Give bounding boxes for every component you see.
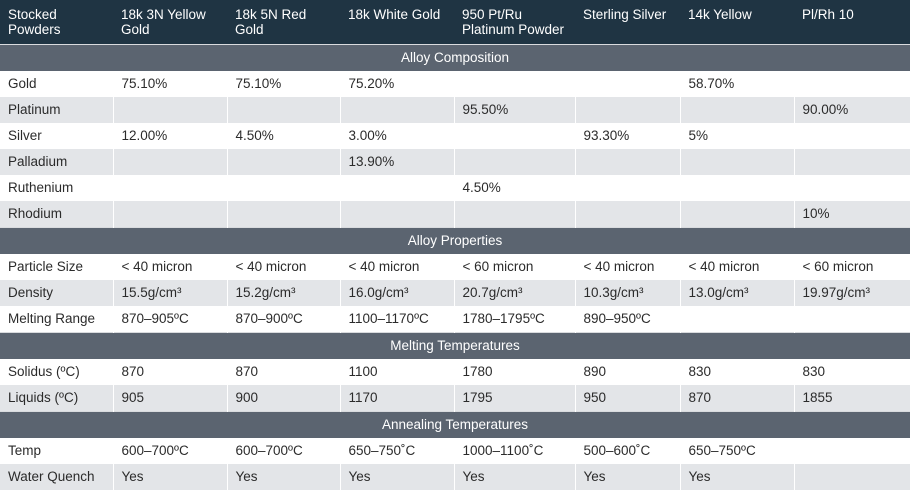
- table-cell: [454, 201, 575, 228]
- table-cell: 1000–1100˚C: [454, 438, 575, 464]
- table-cell: [227, 97, 340, 123]
- table-cell: [575, 175, 680, 201]
- table-cell: 15.2g/cm³: [227, 280, 340, 306]
- table-row: [0, 175, 910, 201]
- table-row: [0, 97, 910, 123]
- table-cell: 870: [680, 385, 794, 412]
- table-cell: [680, 306, 794, 333]
- table-cell: Yes: [227, 464, 340, 490]
- row-label: Liquids (ºC): [0, 385, 113, 412]
- table-cell: [340, 97, 454, 123]
- table-cell: [454, 149, 575, 175]
- table-cell: [794, 438, 910, 464]
- table-row: [0, 123, 910, 149]
- table-cell: 13.0g/cm³: [680, 280, 794, 306]
- row-label: Water Quench: [0, 464, 113, 490]
- table-cell: 905: [113, 385, 227, 412]
- table-cell: 75.10%: [113, 71, 227, 97]
- table-cell: [794, 464, 910, 490]
- column-header: 18k White Gold: [340, 0, 454, 45]
- table-cell: 870–905ºC: [113, 306, 227, 333]
- table-cell: 830: [794, 359, 910, 385]
- row-label: Density: [0, 280, 113, 306]
- row-label: Gold: [0, 71, 113, 97]
- table-cell: < 60 micron: [454, 254, 575, 280]
- row-label: Palladium: [0, 149, 113, 175]
- row-label: Platinum: [0, 97, 113, 123]
- table-row: [0, 280, 910, 306]
- table-cell: [794, 71, 910, 97]
- table-row: [0, 464, 910, 490]
- table-cell: 4.50%: [454, 175, 575, 201]
- table-cell: [227, 175, 340, 201]
- table-body: [0, 45, 910, 491]
- column-header: 14k Yellow: [680, 0, 794, 45]
- table-cell: 950: [575, 385, 680, 412]
- table-cell: [794, 123, 910, 149]
- table-row: [0, 254, 910, 280]
- table-cell: 870: [227, 359, 340, 385]
- table-cell: < 40 micron: [340, 254, 454, 280]
- table-cell: [227, 201, 340, 228]
- column-header: Pl/Rh 10: [794, 0, 910, 45]
- table-cell: [575, 149, 680, 175]
- table-cell: 58.70%: [680, 71, 794, 97]
- table-cell: < 40 micron: [227, 254, 340, 280]
- column-header: 18k 3N Yellow Gold: [113, 0, 227, 45]
- section-title: Melting Temperatures: [0, 333, 910, 360]
- table-cell: [794, 149, 910, 175]
- column-header: Sterling Silver: [575, 0, 680, 45]
- table-row: [0, 71, 910, 97]
- table-cell: 500–600˚C: [575, 438, 680, 464]
- table-cell: 1100–1170ºC: [340, 306, 454, 333]
- column-header: Stocked Powders: [0, 0, 113, 45]
- table-cell: 900: [227, 385, 340, 412]
- table-cell: 1855: [794, 385, 910, 412]
- table-cell: 10%: [794, 201, 910, 228]
- table-cell: 1795: [454, 385, 575, 412]
- table-cell: [680, 97, 794, 123]
- table-cell: [680, 149, 794, 175]
- table-cell: Yes: [680, 464, 794, 490]
- table-cell: 19.97g/cm³: [794, 280, 910, 306]
- table-cell: < 40 micron: [113, 254, 227, 280]
- table-cell: 90.00%: [794, 97, 910, 123]
- table-cell: 870: [113, 359, 227, 385]
- section-header-row: [0, 228, 910, 255]
- table-cell: < 60 micron: [794, 254, 910, 280]
- table-cell: 650–750˚C: [340, 438, 454, 464]
- table-cell: 93.30%: [575, 123, 680, 149]
- table-cell: [340, 201, 454, 228]
- table-cell: [454, 123, 575, 149]
- section-title: Alloy Composition: [0, 45, 910, 72]
- section-title: Alloy Properties: [0, 228, 910, 255]
- table-cell: 15.5g/cm³: [113, 280, 227, 306]
- table-cell: 12.00%: [113, 123, 227, 149]
- table-row: [0, 385, 910, 412]
- section-header-row: [0, 45, 910, 72]
- table-cell: [575, 97, 680, 123]
- table-row: [0, 438, 910, 464]
- table-row: [0, 149, 910, 175]
- column-header: 18k 5N Red Gold: [227, 0, 340, 45]
- table-cell: [680, 175, 794, 201]
- table-cell: Yes: [113, 464, 227, 490]
- table-cell: [113, 149, 227, 175]
- table-cell: [113, 201, 227, 228]
- table-row: [0, 201, 910, 228]
- table-cell: [575, 201, 680, 228]
- section-header-row: [0, 333, 910, 360]
- table-row: [0, 359, 910, 385]
- row-label: Particle Size: [0, 254, 113, 280]
- table-cell: 650–750ºC: [680, 438, 794, 464]
- header-row: [0, 0, 910, 45]
- table-cell: [340, 175, 454, 201]
- table-cell: 1100: [340, 359, 454, 385]
- table-cell: 95.50%: [454, 97, 575, 123]
- table-cell: 1170: [340, 385, 454, 412]
- row-label: Ruthenium: [0, 175, 113, 201]
- table-cell: 600–700ºC: [227, 438, 340, 464]
- table-cell: 20.7g/cm³: [454, 280, 575, 306]
- table-cell: [794, 175, 910, 201]
- table-cell: [227, 149, 340, 175]
- row-label: Melting Range: [0, 306, 113, 333]
- table-cell: 890–950ºC: [575, 306, 680, 333]
- table-cell: 600–700ºC: [113, 438, 227, 464]
- row-label: Solidus (ºC): [0, 359, 113, 385]
- table-cell: [680, 201, 794, 228]
- table-cell: 830: [680, 359, 794, 385]
- table-cell: Yes: [454, 464, 575, 490]
- table-cell: 4.50%: [227, 123, 340, 149]
- table-cell: 870–900ºC: [227, 306, 340, 333]
- table-cell: [794, 306, 910, 333]
- table-cell: [113, 175, 227, 201]
- table-cell: 890: [575, 359, 680, 385]
- table-cell: [575, 71, 680, 97]
- table-cell: 75.20%: [340, 71, 454, 97]
- row-label: Temp: [0, 438, 113, 464]
- table-cell: 5%: [680, 123, 794, 149]
- section-title: Annealing Temperatures: [0, 412, 910, 439]
- table-cell: [454, 71, 575, 97]
- table-cell: Yes: [575, 464, 680, 490]
- column-header: 950 Pt/Ru Platinum Powder: [454, 0, 575, 45]
- table-cell: Yes: [340, 464, 454, 490]
- table-cell: 13.90%: [340, 149, 454, 175]
- row-label: Silver: [0, 123, 113, 149]
- table-cell: 75.10%: [227, 71, 340, 97]
- row-label: Rhodium: [0, 201, 113, 228]
- table-cell: 16.0g/cm³: [340, 280, 454, 306]
- table-cell: 10.3g/cm³: [575, 280, 680, 306]
- table-cell: 1780: [454, 359, 575, 385]
- table-cell: [113, 97, 227, 123]
- table-cell: 1780–1795ºC: [454, 306, 575, 333]
- table-cell: < 40 micron: [680, 254, 794, 280]
- table-cell: 3.00%: [340, 123, 454, 149]
- table-cell: < 40 micron: [575, 254, 680, 280]
- section-header-row: [0, 412, 910, 439]
- table-row: [0, 306, 910, 333]
